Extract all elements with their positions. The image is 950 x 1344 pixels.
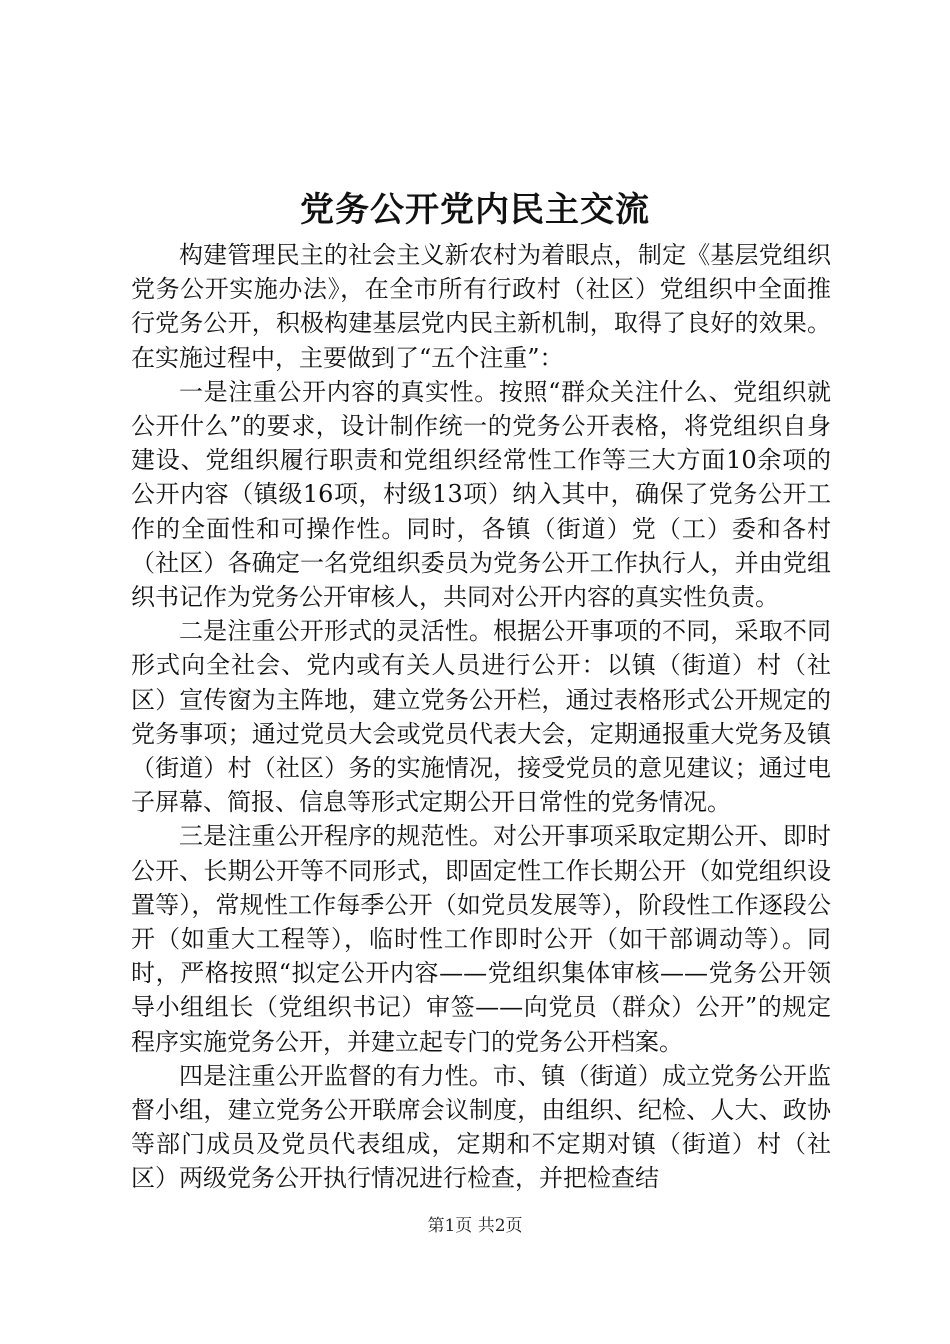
document-body — [131, 238, 831, 1196]
paragraph-point-3: 三是注重公开程序的规范性。对公开事项采取定期公开、即时公开、长期公开等不同形式，即固定性工作长期公开（如党组织设置等），常规性工作每季公开（如党员发展等），阶段性工作逐段公开（如重大工程等），临时性工作即时公开（如干部调动等）。同时，严格按照“拟定公开内容——党组织集体审核——党务公开领导小组组长（党组织书记）审签——向党员（群众）公开”的规定程序实施党务公开，并建立起专门的党务公开档案。 — [131, 822, 831, 1056]
paragraph-intro: 构建管理民主的社会主义新农村为着眼点，制定《基层党组织党务公开实施办法》，在全市所有行政村（社区）党组织中全面推行党务公开，积极构建基层党内民主新机制，取得了良好的效果。在实施过程中，主要做到了“五个注重”： — [131, 241, 831, 372]
paragraph-point-1: 一是注重公开内容的真实性。按照“群众关注什么、党组织就公开什么”的要求，设计制作统一的党务公开表格，将党组织自身建设、党组织履行职责和党组织经常性工作等三大方面10余项的公开内容（镇级16项，村级13项）纳入其中，确保了党务公开工作的全面性和可操作性。同时，各镇（街道）党（工）委和各村（社区）各确定一名党组织委员为党务公开工作执行人，并由党组织书记作为党务公开审核人，共同对公开内容的真实性负责。 — [131, 377, 831, 612]
document-title: 党务公开党内民主交流 — [300, 190, 650, 230]
page-number-footer: 第1页 共2页 — [427, 1216, 523, 1236]
paragraph-point-2: 二是注重公开形式的灵活性。根据公开事项的不同，采取不同形式向全社会、党内或有关人员进行公开：以镇（街道）村（社区）宣传窗为主阵地，建立党务公开栏，通过表格形式公开规定的党务事项；通过党员大会或党员代表大会，定期通报重大党务及镇（街道）村（社区）务的实施情况，接受党员的意见建议；通过电子屏幕、简报、信息等形式定期公开日常性的党务情况。 — [131, 617, 831, 817]
paragraph-point-4: 四是注重公开监督的有力性。市、镇（街道）成立党务公开监督小组，建立党务公开联席会议制度，由组织、纪检、人大、政协等部门成员及党员代表组成，定期和不定期对镇（街道）村（社区）两级党务公开执行情况进行检查，并把检查结 — [131, 1061, 831, 1193]
